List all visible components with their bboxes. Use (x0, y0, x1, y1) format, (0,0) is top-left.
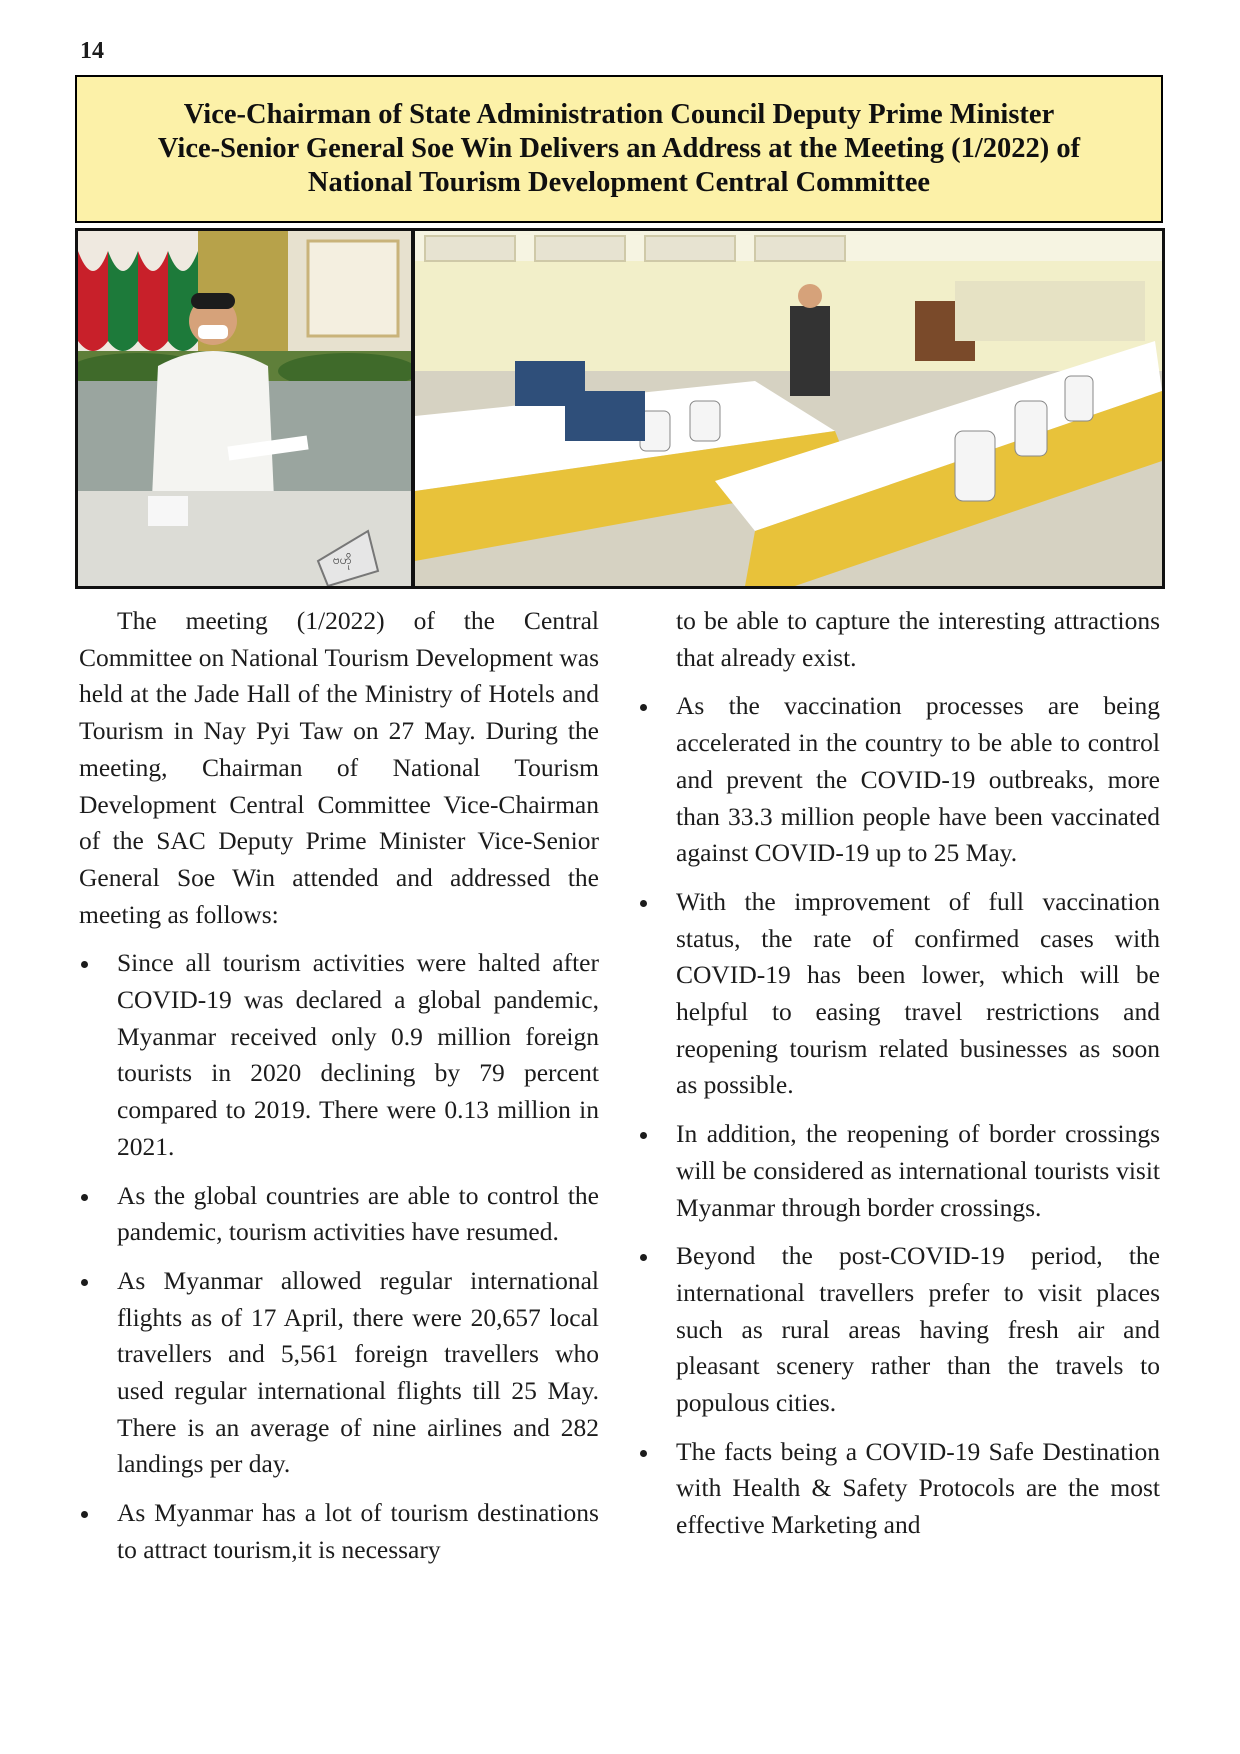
intro-paragraph: The meeting (1/2022) of the Central Committee on National Tourism Development was held at the Jade Hall of the Ministry of Hotels and Tourism in Nay Pyi Taw on 27 May. During the meeting, Chairman of National Tourism Development Central Committee Vice-Chairman of the SAC Deputy Prime Minister Vice-Senior General Soe Win attended and addressed the meeting as follows: (79, 606, 599, 929)
bullet-list-left (79, 945, 599, 1568)
page-number: 14 (80, 38, 104, 64)
meeting-hall-illustration (415, 231, 1162, 586)
list-item: Since all tourism activities were halted after COVID-19 was declared a global pandemic, Myanmar received only 0.9 million foreign tourists in 2020 declining by 79 percent compared to 2019. There were 0.13 million in 2021. (79, 945, 599, 1165)
list-item: As Myanmar allowed regular international flights as of 17 April, there were 20,657 local travellers and 5,561 foreign travellers who used regular international flights till 25 May. There is an average of nine airlines and 282 landings per day. (79, 1263, 599, 1483)
column-right (638, 603, 1160, 1556)
list-item: As Myanmar has a lot of tourism destinations to attract tourism,it is necessary (79, 1495, 599, 1568)
list-item: Beyond the post-COVID-19 period, the international travellers prefer to visit places such as rural areas having fresh air and pleasant scenery rather than the travels to populous cities. (638, 1238, 1160, 1422)
nameplate-text: ဗဟို (333, 553, 352, 567)
title-line-3: National Tourism Development Central Committee (307, 167, 931, 198)
photo-meeting-hall (415, 231, 1162, 586)
list-item: As the vaccination processes are being accelerated in the country to be able to control and prevent the COVID-19 outbreaks, more than 33.3 million people have been vaccinated against COVID-19 up to 25 May. (638, 688, 1160, 872)
list-item: As the global countries are able to control the pandemic, tourism activities have resumed. (79, 1178, 599, 1251)
list-item: In addition, the reopening of border crossings will be considered as international tourists visit Myanmar through border crossings. (638, 1116, 1160, 1226)
photo-speaker (78, 231, 411, 586)
continued-bullet-text: to be able to capture the interesting attractions that already exist. (676, 606, 1160, 672)
list-item: With the improvement of full vaccination status, the rate of confirmed cases with COVID-19 has been lower, which will be helpful to easing travel restrictions and reopening tourism related businesses as soon as possible. (638, 884, 1160, 1104)
speaker-photo-illustration (78, 231, 411, 586)
photo-frame (75, 228, 1165, 589)
title-line-2: Vice-Senior General Soe Win Delivers an Address at the Meeting (1/2022) of (157, 133, 1081, 164)
bullet-list-right (638, 688, 1160, 1543)
column-left (79, 603, 599, 1581)
article-title-box (75, 75, 1163, 223)
list-item: The facts being a COVID-19 Safe Destination with Health & Safety Protocols are the most effective Marketing and (638, 1434, 1160, 1544)
title-line-1: Vice-Chairman of State Administration Council Deputy Prime Minister (183, 99, 1055, 130)
